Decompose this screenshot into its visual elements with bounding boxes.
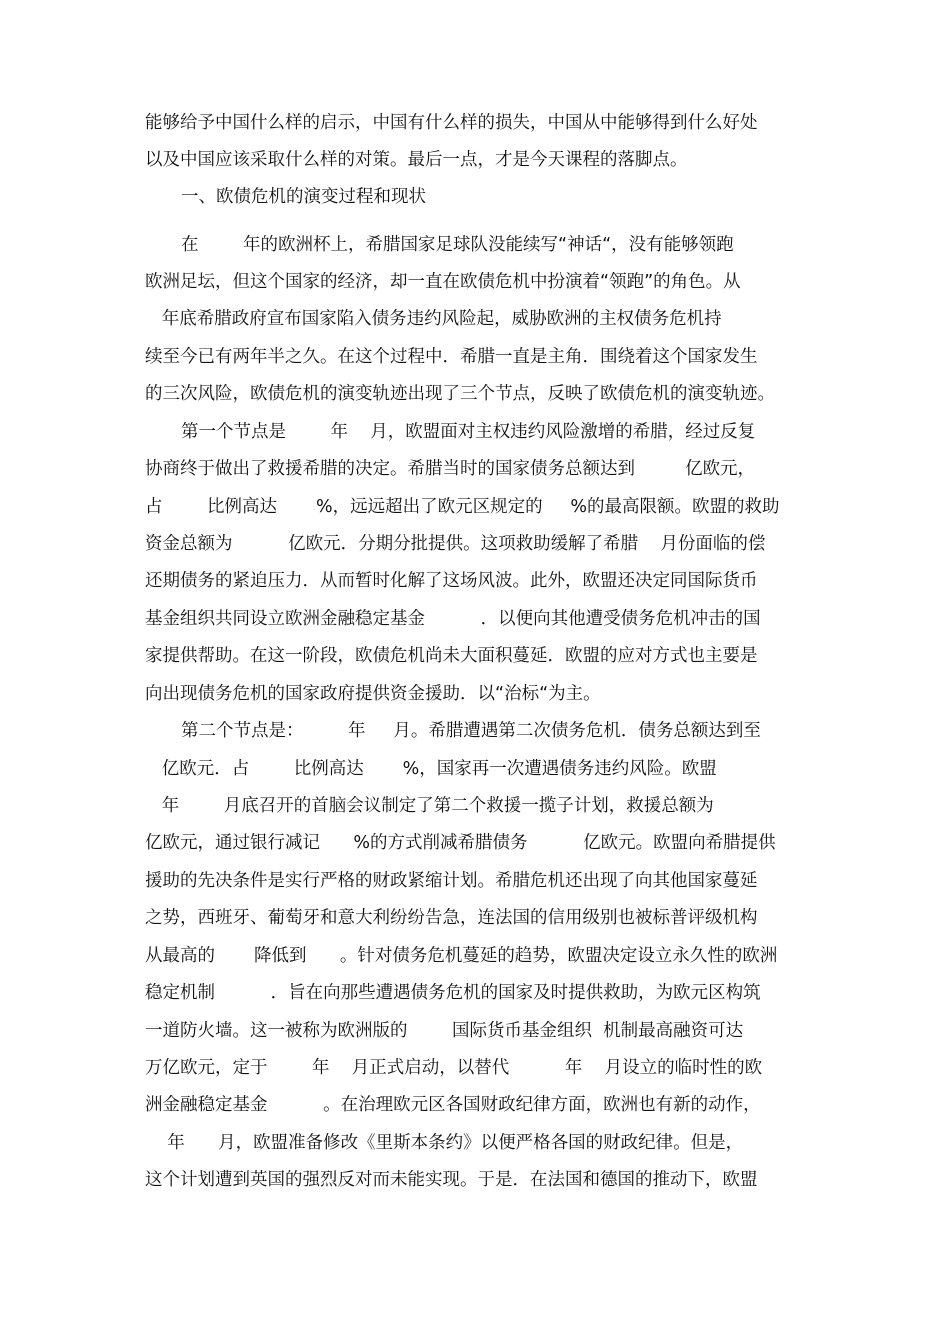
text-line: 能够给予中国什么样的启示，中国有什么样的损失，中国从中能够得到什么好处 [145,113,758,133]
text-line: 援助的先决条件是实行严格的财政紧缩计划。希腊危机还出现了向其他国家蔓延 [145,871,758,891]
text-line: 家提供帮助。在这一阶段，欧债危机尚未大面积蔓延．欧盟的应对方式也主要是 [145,646,758,666]
text-line: 还期债务的紧迫压力．从而暂时化解了这场风波。此外，欧盟还决定同国际货币 [145,571,758,591]
text-line: 协商终于做出了救援希腊的决定。希腊当时的国家债务总额达到 亿欧元， [145,459,756,479]
text-line: 年底希腊政府宣布国家陷入债务违约风险起，威胁欧洲的主权债务危机持 [145,309,722,329]
text-line: 年 月底召开的首脑会议制定了第二个救援一揽子计划，救援总额为 [145,796,714,816]
text-line: 以及中国应该采取什么样的对策。最后一点，才是今天课程的落脚点。 [145,150,688,170]
text-line: 亿欧元，通过银行减记 %的方式削减希腊债务 亿欧元。欧盟向希腊提供 [145,833,776,853]
text-line: 之势，西班牙、葡萄牙和意大利纷纷告急，连法国的信用级别也被标普评级机构 [145,908,758,928]
text-line: 续至今已有两年半之久。在这个过程中．希腊一直是主角．围绕着这个国家发生 [145,347,758,367]
text-line: 一道防火墙。这一被称为欧洲版的 国际货币基金组织 机制最高融资可达 [145,1021,744,1041]
text-line: 向出现债务危机的国家政府提供资金援助．以“治标“为主。 [145,684,601,704]
section-heading: 一、欧债危机的演变过程和现状 [181,187,426,207]
text-line: 洲金融稳定基金 。在治理欧元区各国财政纪律方面，欧洲也有新的动作， [145,1095,761,1115]
text-line: 亿欧元．占 比例高达 %，国家再一次遭遇债务违约风险。欧盟 [145,759,717,779]
text-line: 基金组织共同设立欧洲金融稳定基金 ．以便向其他遭受债务危机冲击的国 [145,609,761,629]
text-line: 这个计划遭到英国的强烈反对而未能实现。于是．在法国和德国的推动下，欧盟 [145,1170,758,1190]
text-line: 在 年的欧洲杯上，希腊国家足球队没能续写“神话“，没有能够领跑 [181,235,734,255]
text-line: 第一个节点是 年 月，欧盟面对主权违约风险激增的希腊，经过反复 [181,422,756,442]
text-line: 万亿欧元，定于 年 月正式启动，以替代 年 月设立的临时性的欧 [145,1058,763,1078]
text-line: 第二个节点是： 年 月。希腊遭遇第二次债务危机．债务总额达到至 [181,721,761,741]
text-line: 资金总额为 亿欧元．分期分批提供。这项救助缓解了希腊 月份面临的偿 [145,534,766,554]
text-line: 稳定机制 ．旨在向那些遭遇债务危机的国家及时提供救助，为欧元区构筑 [145,983,761,1003]
text-line: 年 月，欧盟准备修改《里斯本条约》以便严格各国的财政纪律。但是， [145,1133,744,1153]
text-line: 的三次风险，欧债危机的演变轨迹出现了三个节点，反映了欧债危机的演变轨迹。 [145,384,775,404]
text-line: 从最高的 降低到 。针对债务危机蔓延的趋势，欧盟决定设立永久性的欧洲 [145,946,778,966]
text-line: 欧洲足坛，但这个国家的经济，却一直在欧债危机中扮演着“领跑”的角色。从 [145,272,741,292]
text-line: 占 比例高达 %，远远超出了欧元区规定的 %的最高限额。欧盟的救助 [145,497,780,517]
